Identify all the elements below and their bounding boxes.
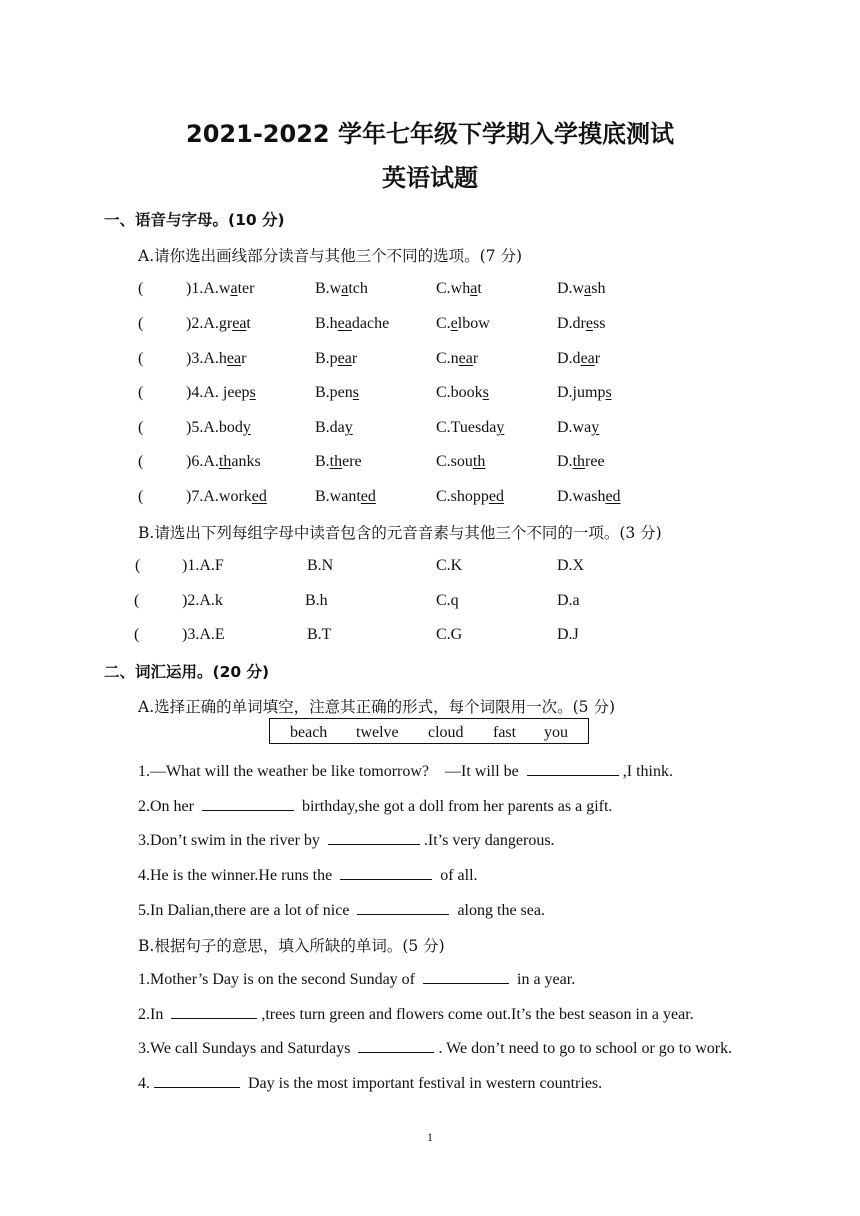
section-1a-instruction: A.请你选出画线部分读音与其他三个不同的选项。(7 分) — [138, 247, 523, 265]
underlined-sound: y — [496, 419, 505, 436]
question-text: ,trees turn green and flowers come out.It’s the best season in a year. — [261, 1006, 694, 1023]
option-text: lbow — [457, 315, 490, 332]
question-text: 2.In — [138, 1006, 168, 1023]
answer-blank — [171, 1004, 257, 1019]
underlined-sound: s — [249, 384, 256, 401]
option-d: D.a — [557, 592, 580, 609]
question-number: )2.A. — [186, 315, 219, 332]
option-text: D.d — [557, 350, 581, 367]
answer-paren: ( — [134, 626, 140, 643]
question-row — [0, 592, 860, 614]
option-text: C. — [436, 315, 451, 332]
question-row — [0, 626, 860, 648]
question-text: 1.Mother’s Day is on the second Sunday of — [138, 971, 419, 988]
answer-paren: ( — [135, 557, 141, 574]
underlined-sound: ed — [360, 488, 376, 505]
answer-paren: ( — [138, 453, 144, 470]
option-text: work — [218, 488, 252, 505]
question-row — [0, 350, 860, 372]
option-a: )2.A.k — [182, 592, 223, 609]
underlined-sound: s — [352, 384, 360, 401]
underlined-sound: ea — [337, 350, 352, 367]
option-text: sh — [591, 280, 606, 297]
option-text: ere — [342, 453, 362, 470]
option-text: t — [477, 280, 482, 297]
word-bank-word: twelve — [356, 724, 399, 741]
underlined-sound: th — [572, 453, 586, 470]
underlined-sound: y — [591, 419, 600, 436]
option-a — [186, 419, 251, 437]
question-text: Day is the most important festival in western countries. — [244, 1075, 603, 1092]
question-text: .It’s very dangerous. — [423, 832, 555, 849]
underlined-sound: y — [242, 419, 251, 436]
underlined-sound: ea — [458, 350, 473, 367]
answer-paren: ( — [138, 350, 144, 367]
option-c — [436, 419, 504, 437]
option-text: D.w — [557, 280, 585, 297]
question-text: 3.We call Sundays and Saturdays — [138, 1040, 355, 1057]
option-text: r — [351, 350, 358, 367]
underlined-sound: a — [230, 280, 238, 297]
option-text: B.pen — [315, 384, 353, 401]
option-b — [315, 384, 359, 402]
answer-blank — [357, 900, 449, 915]
option-text: C.n — [436, 350, 459, 367]
option-a — [186, 384, 256, 402]
question-number: )4.A. — [186, 384, 223, 401]
word-bank-word: you — [544, 724, 568, 741]
question-text: ,I think. — [622, 763, 673, 780]
section-1-heading: 一、语音与字母。(10 分) — [104, 211, 285, 229]
option-b — [315, 419, 353, 437]
question-text: birthday,she got a doll from her parents as a gift. — [297, 798, 613, 815]
underlined-sound: ed — [251, 488, 267, 505]
option-d — [557, 315, 605, 333]
answer-paren: ( — [138, 315, 144, 332]
question-number: )5.A. — [186, 419, 219, 436]
underlined-sound: ea — [337, 315, 352, 332]
question-number: )1.A. — [186, 280, 219, 297]
option-text: B.h — [315, 315, 338, 332]
question-text: 1.—What will the weather be like tomorrow? —It will be — [138, 763, 523, 780]
question-text: 4. — [138, 1075, 150, 1092]
option-b: B.N — [307, 557, 334, 574]
question-row — [0, 453, 860, 475]
fill-question — [138, 865, 478, 885]
option-text: D.jump — [557, 384, 606, 401]
fill-question — [138, 761, 673, 781]
option-text: C.wh — [436, 280, 471, 297]
option-text: B.da — [315, 419, 345, 436]
underlined-sound: e — [585, 315, 593, 332]
question-row — [0, 280, 860, 302]
option-text: B.want — [315, 488, 361, 505]
fill-question — [138, 796, 612, 816]
question-row — [0, 557, 860, 579]
option-text: C.Tuesda — [436, 419, 497, 436]
answer-blank — [527, 761, 619, 776]
option-text: C.shopp — [436, 488, 489, 505]
word-bank-word: cloud — [428, 724, 464, 741]
underlined-sound: th — [218, 453, 232, 470]
word-bank-box — [269, 718, 589, 744]
fill-question — [138, 1004, 694, 1024]
option-b — [315, 350, 357, 368]
option-c — [436, 350, 478, 368]
answer-blank — [358, 1038, 434, 1053]
question-row — [0, 315, 860, 337]
exam-title: 2021-2022 学年七年级下学期入学摸底测试 — [186, 120, 674, 148]
option-text: r — [594, 350, 601, 367]
question-text: in a year. — [513, 971, 576, 988]
section-2-heading: 二、词汇运用。(20 分) — [104, 663, 270, 681]
option-c — [436, 453, 485, 471]
question-number: )6.A. — [186, 453, 219, 470]
underlined-sound: ed — [488, 488, 505, 505]
option-c — [436, 280, 482, 298]
option-text: w — [218, 280, 231, 297]
option-c — [436, 488, 504, 506]
underlined-sound: s — [605, 384, 612, 401]
underlined-sound: th — [329, 453, 343, 470]
section-1b-instruction: B.请选出下列每组字母中读音包含的元音音素与其他三个不同的一项。(3 分) — [138, 524, 662, 542]
option-a — [186, 315, 251, 333]
option-a — [186, 453, 261, 471]
option-text: bod — [218, 419, 243, 436]
option-b — [315, 315, 389, 333]
underlined-sound: y — [344, 419, 353, 436]
option-b — [315, 488, 376, 506]
option-text: ree — [585, 453, 605, 470]
option-d — [557, 384, 612, 402]
fill-question — [138, 1038, 732, 1058]
underlined-sound: e — [450, 315, 458, 332]
word-bank-word: beach — [290, 724, 328, 741]
option-d — [557, 350, 600, 368]
underlined-sound: a — [584, 280, 592, 297]
answer-blank — [202, 796, 294, 811]
option-text: C.sou — [436, 453, 473, 470]
underlined-sound: ea — [226, 350, 242, 367]
question-row — [0, 384, 860, 406]
option-text: r — [241, 350, 247, 367]
answer-paren: ( — [138, 419, 144, 436]
section-2b-instruction: B.根据句子的意思，填入所缺的单词。(5 分) — [138, 937, 445, 955]
answer-blank — [340, 865, 432, 880]
fill-question — [138, 900, 545, 920]
option-c: C.K — [436, 557, 463, 574]
underlined-sound: s — [482, 384, 489, 401]
option-text: dache — [351, 315, 390, 332]
fill-question — [138, 830, 555, 850]
option-text: ter — [237, 280, 255, 297]
answer-blank — [154, 1073, 240, 1088]
option-text: D.wa — [557, 419, 592, 436]
underlined-sound: a — [470, 280, 478, 297]
option-text: t — [246, 315, 251, 332]
option-text: D.wash — [557, 488, 606, 505]
underlined-sound: ea — [580, 350, 595, 367]
option-d — [557, 488, 621, 506]
fill-question — [138, 969, 575, 989]
option-a — [186, 280, 254, 298]
option-text: B.p — [315, 350, 338, 367]
option-text: D. — [557, 453, 573, 470]
option-d: D.X — [557, 557, 585, 574]
option-a: )1.A.F — [182, 557, 224, 574]
fill-question — [138, 1073, 602, 1093]
option-a — [186, 488, 267, 506]
option-c: C.q — [436, 592, 459, 609]
underlined-sound: ea — [232, 315, 247, 332]
answer-blank — [328, 830, 420, 845]
option-text: anks — [231, 453, 261, 470]
question-text: 2.On her — [138, 798, 198, 815]
section-2a-instruction: A.选择正确的单词填空，注意其正确的形式，每个词限用一次。(5 分) — [138, 698, 616, 716]
answer-paren: ( — [138, 488, 144, 505]
option-text: ss — [593, 315, 606, 332]
question-text: 3.Don’t swim in the river by — [138, 832, 324, 849]
question-row — [0, 488, 860, 510]
answer-paren: ( — [138, 384, 144, 401]
option-text: B. — [315, 453, 330, 470]
option-d — [557, 419, 599, 437]
page-number: 1 — [427, 1130, 433, 1144]
option-text: C.book — [436, 384, 483, 401]
underlined-sound: th — [472, 453, 486, 470]
answer-paren: ( — [134, 592, 140, 609]
option-text: h — [218, 350, 227, 367]
option-text: B.w — [315, 280, 342, 297]
answer-blank — [423, 969, 509, 984]
option-text: r — [472, 350, 479, 367]
option-d: D.J — [557, 626, 579, 643]
underlined-sound: ed — [605, 488, 621, 505]
question-text: 5.In Dalian,there are a lot of nice — [138, 902, 354, 919]
option-text: gr — [218, 315, 233, 332]
option-c: C.G — [436, 626, 463, 643]
word-bank-word: fast — [493, 724, 517, 741]
question-text: . We don’t need to go to school or go to work. — [438, 1040, 733, 1057]
option-a: )3.A.E — [182, 626, 225, 643]
option-a — [186, 350, 246, 368]
exam-subtitle: 英语试题 — [382, 164, 478, 192]
option-b — [315, 453, 362, 471]
option-text: tch — [348, 280, 368, 297]
option-d — [557, 453, 605, 471]
option-text: D.dr — [557, 315, 586, 332]
question-row — [0, 419, 860, 441]
option-b — [315, 280, 368, 298]
option-d — [557, 280, 605, 298]
underlined-sound: a — [341, 280, 349, 297]
option-b: B.T — [307, 626, 332, 643]
question-number: )7.A. — [186, 488, 219, 505]
question-text: 4.He is the winner.He runs the — [138, 867, 337, 884]
option-c — [436, 384, 489, 402]
question-text: along the sea. — [453, 902, 545, 919]
option-b: B.h — [305, 592, 328, 609]
question-text: of all. — [436, 867, 478, 884]
option-text: jeep — [222, 384, 250, 401]
question-number: )3.A. — [186, 350, 219, 367]
answer-paren: ( — [138, 280, 144, 297]
option-c — [436, 315, 490, 333]
